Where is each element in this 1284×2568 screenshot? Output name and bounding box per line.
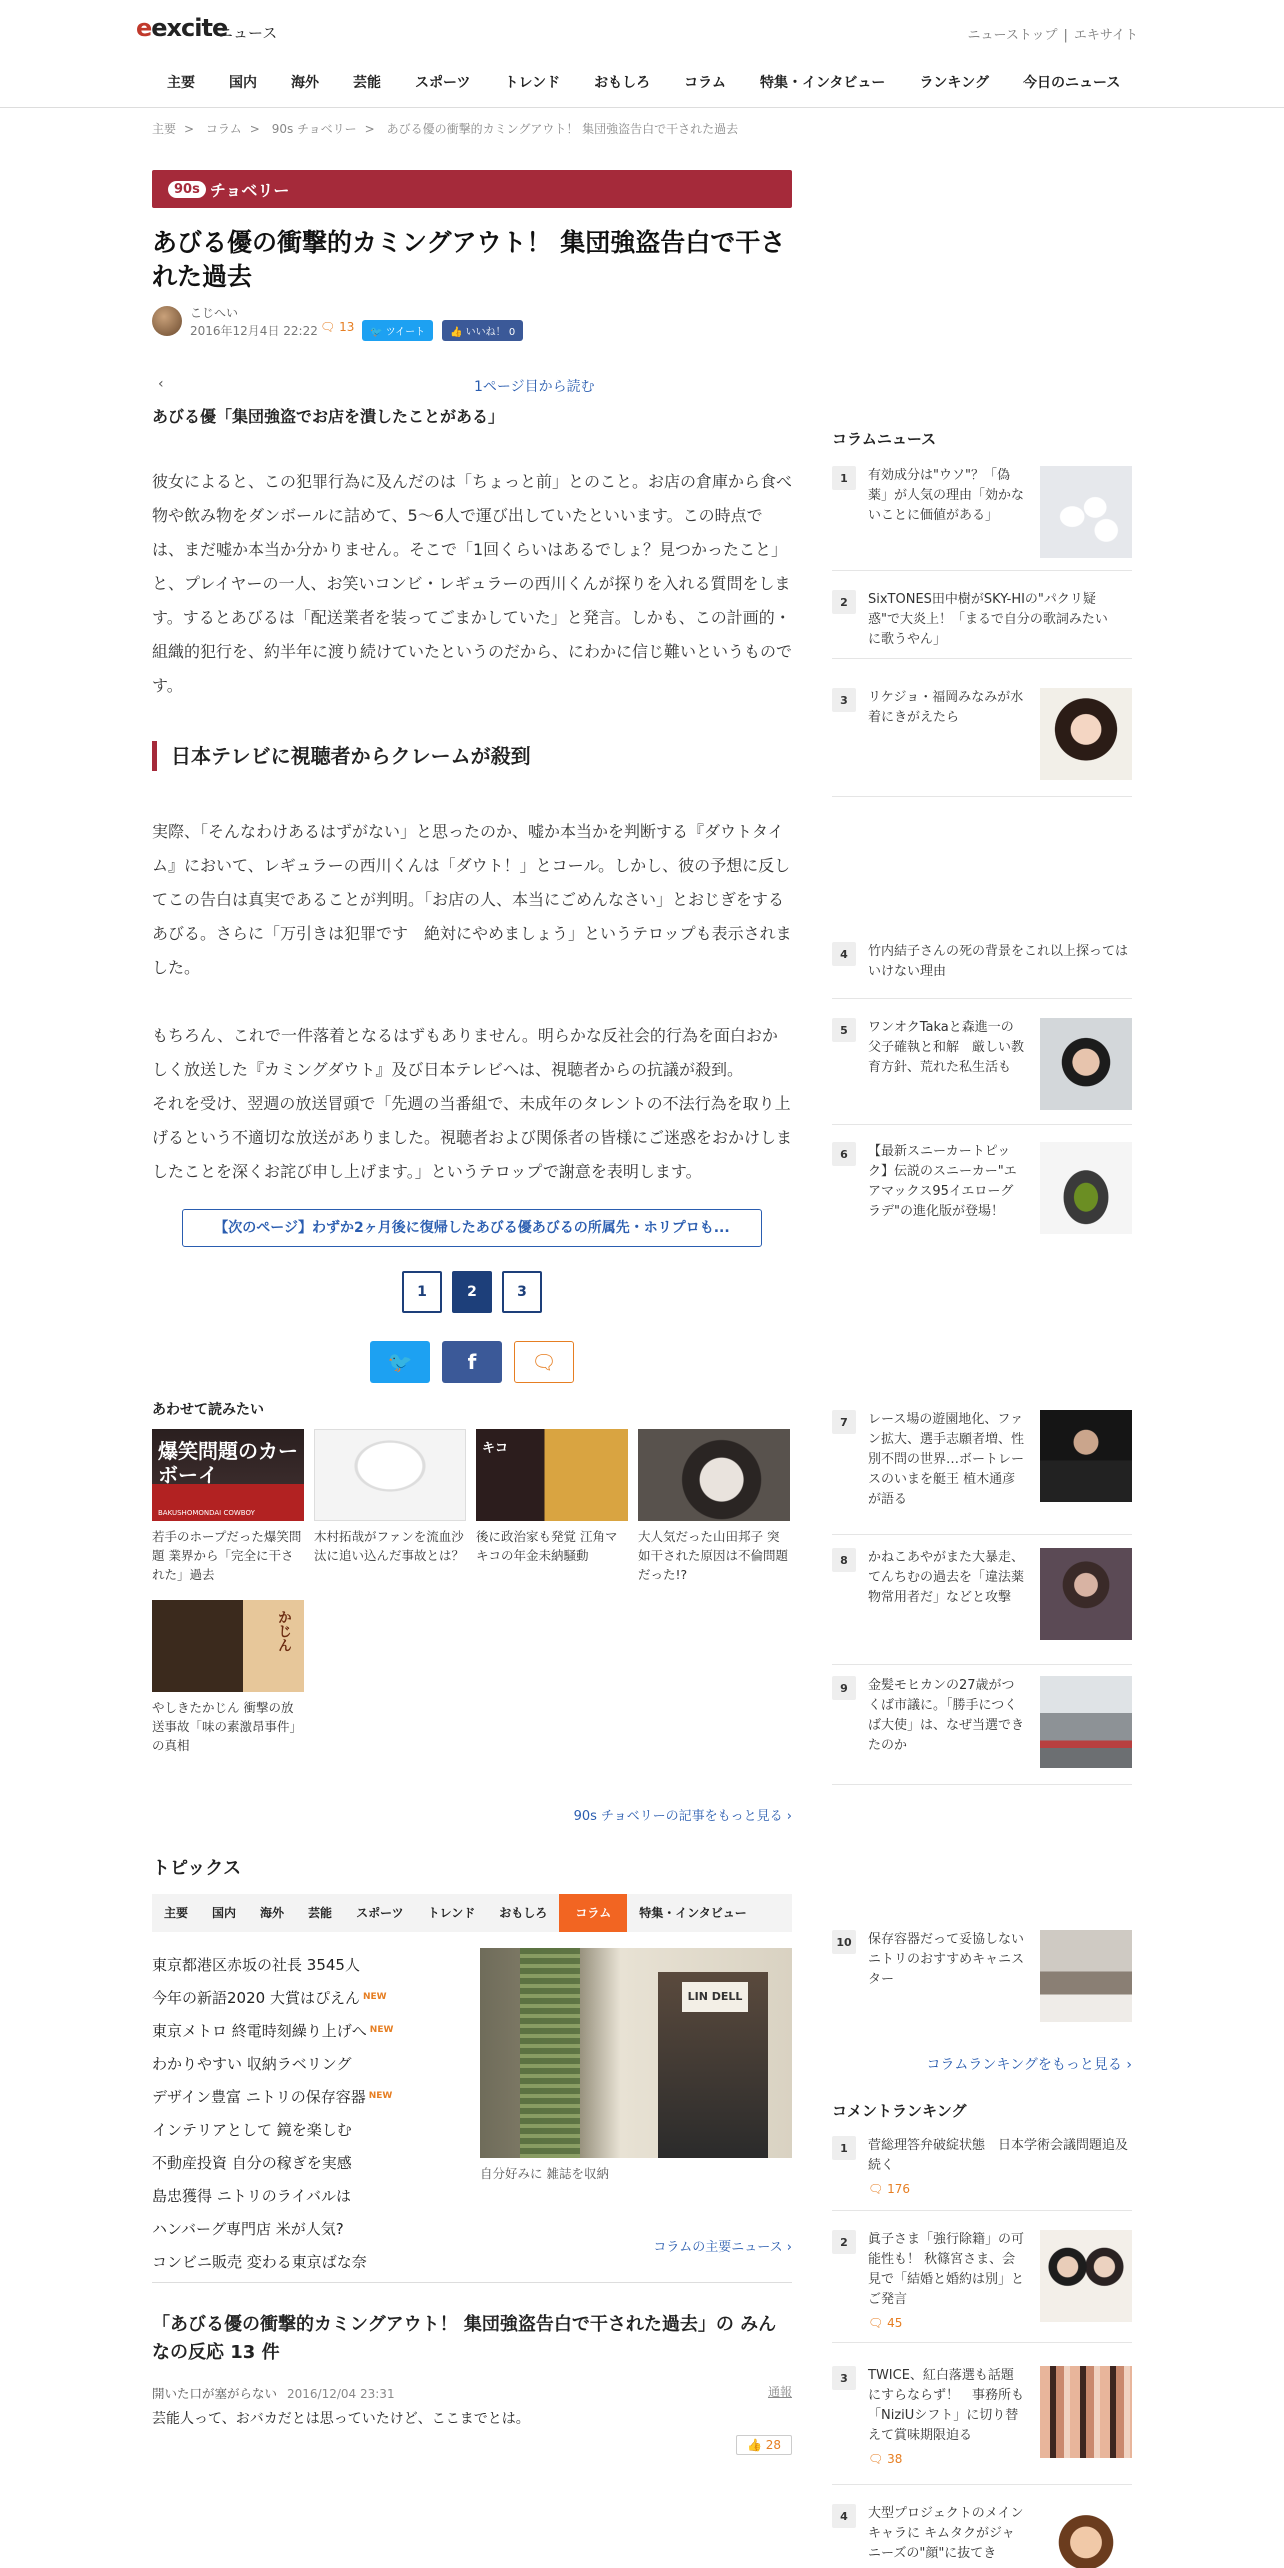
main-column xyxy=(152,170,793,2452)
like-button[interactable] xyxy=(442,320,523,341)
article-meta xyxy=(152,306,792,340)
first-page-nav xyxy=(152,376,792,396)
related-thumb-text: 爆笑問題のカーボーイ xyxy=(158,1438,298,1487)
breadcrumb-link[interactable]: コラム xyxy=(205,122,242,136)
thumbs-up-icon: 👍 xyxy=(746,2437,762,2452)
comment-ranking-title: 菅総理答弁破綻状態 日本学術会議問題追及続く xyxy=(868,2138,1129,2173)
next-page-link[interactable]: 【次のページ】わずか2ヶ月後に復帰したあびる優あびるの所属先・ホリプロも... xyxy=(182,1209,762,1247)
topic-text: 今年の新語2020 大賞はぴえん xyxy=(152,1988,360,2007)
comment-user: 開いた口が塞がらない xyxy=(152,2385,278,2401)
nav-item[interactable]: スポーツ xyxy=(415,75,471,91)
report-link[interactable]: 通報 xyxy=(767,2384,792,2399)
divider xyxy=(832,1124,1132,1125)
excite-logo[interactable]: eexcite xyxy=(136,14,228,42)
topic-list xyxy=(152,1948,452,2278)
related-thumb xyxy=(152,1429,304,1521)
topic-text: インテリアとして 鏡を楽しむ xyxy=(152,2120,352,2139)
group-thumb xyxy=(1040,2366,1132,2458)
good-count: 28 xyxy=(765,2437,781,2452)
related-item[interactable] xyxy=(152,1429,304,1584)
column-news-title: 【最新スニーカートピック】伝説のスニーカー"エアマックス95イエローグラデ"の進化版が登場！ xyxy=(868,1144,1017,1219)
more-series-label: 90s チョベリーの記事をもっと見る xyxy=(573,1808,783,1824)
topic-photo-caption[interactable]: 自分好みに 雑誌を収納 xyxy=(480,2165,609,2181)
comment-count[interactable] xyxy=(320,320,354,334)
rank-number: 8 xyxy=(832,1548,856,1572)
column-news-title: リケジョ・福岡みなみが水着にきがえたら xyxy=(868,690,1024,725)
rank-number: 1 xyxy=(832,466,856,490)
sneaker-thumb xyxy=(1040,1142,1132,1234)
related-item[interactable] xyxy=(152,1600,304,1755)
related-thumb xyxy=(638,1429,790,1521)
topics-tab[interactable]: 主要 xyxy=(164,1905,189,1920)
article-paragraph: 彼女によると、この犯罪行為に及んだのは「ちょっと前」とのこと。お店の倉庫から食べ物や飲み物をダンボールに詰めて、5～6人で運び出していたといいます。この時点では、まだ嘘か本当か分かりません。そこで「1回くらいはあるでしょ？見つかったこと」と、プレイヤーの一人、お笑いコンビ・レギュラーの西川くんが探りを入れる質問をします。するとあびるは「配送業者を装ってごまかしていた」と発言。しかも、この計画的・組織的犯行を、約半年に渡り続けていたというのだから、にわかに信じ難いというものです。 xyxy=(152,471,793,695)
like-label: いいね！ 0 xyxy=(465,326,516,338)
top-links: ニューストップ | エキサイト xyxy=(967,28,1138,43)
pagination xyxy=(152,1271,792,1313)
plant-graphic xyxy=(520,1948,580,2158)
breadcrumb-current: あびる優の衝撃的カミングアウト！ 集団強盗告白で干された過去 xyxy=(386,122,739,136)
topic-item[interactable] xyxy=(152,1981,452,2014)
logo-subtitle: ニュース xyxy=(218,24,278,42)
topic-item[interactable] xyxy=(152,1948,452,1981)
magazine-cover-text: LIN DELL xyxy=(682,1982,748,2012)
first-page-link[interactable]: 1ページ目から読む xyxy=(474,378,595,395)
divider xyxy=(832,1534,1132,1535)
breadcrumb-link[interactable]: 主要 xyxy=(152,122,177,136)
canister-thumb xyxy=(1040,1930,1132,2022)
divider xyxy=(832,2210,1132,2211)
new-badge: NEW xyxy=(368,2090,393,2101)
divider xyxy=(832,1784,1132,1785)
divider xyxy=(832,2342,1132,2343)
nav-item[interactable]: 芸能 xyxy=(353,75,381,91)
column-more-label: コラムランキングをもっと見る xyxy=(926,2057,1122,2073)
global-nav xyxy=(150,72,1137,92)
nav-item[interactable]: 主要 xyxy=(167,75,195,91)
street-thumb xyxy=(1040,1676,1132,1768)
comment-count xyxy=(868,2316,902,2330)
comment-count-value: 45 xyxy=(887,2316,903,2330)
topics-more-label: コラムの主要ニュース xyxy=(653,2239,783,2255)
rank-number: 10 xyxy=(832,1930,856,1954)
topic-item[interactable] xyxy=(152,2014,452,2047)
topics-tab[interactable]: 特集・インタビュー xyxy=(639,1905,747,1920)
topic-item[interactable] xyxy=(152,2245,452,2278)
column-ranking-more-link[interactable] xyxy=(926,2054,1132,2074)
news-top-link[interactable]: ニューストップ xyxy=(967,28,1058,43)
twitter-icon: 🐦 xyxy=(370,326,383,338)
column-news-heading: コラムニュース xyxy=(832,430,937,448)
divider xyxy=(832,998,1132,999)
couple-thumb xyxy=(1040,2230,1132,2322)
related-title: 大人気だった山田邦子 突如干された原因は不倫問題だった!? xyxy=(638,1528,789,1582)
related-list xyxy=(152,1429,796,1755)
chevron-left-icon[interactable]: ‹ xyxy=(158,375,164,392)
topics-tabs xyxy=(152,1894,792,1932)
comment-icon: 🗨 xyxy=(868,2452,884,2466)
topic-item[interactable] xyxy=(152,2080,452,2113)
more-series-link[interactable] xyxy=(152,1805,792,1824)
article-paragraph: 実際、「そんなわけあるはずがない」と思ったのか、嘘か本当かを判断する『ダウトタイム』において、レギュラーの西川くんは「ダウト！」とコール。しかし、彼の予想に反してこの告白は真実であることが判明。「お店の人、本当にごめんなさい」とおじぎをするあびる。さらに「万引きは犯罪です 絶対にやめましょう」というテロップも表示されました。 xyxy=(152,821,792,977)
related-title: 後に政治家も発覚 江角マキコの年金未納騒動 xyxy=(476,1528,618,1563)
topics-tab-active[interactable]: コラム xyxy=(559,1894,627,1932)
nav-item[interactable]: 海外 xyxy=(291,75,319,91)
nav-item[interactable]: おもしろ xyxy=(594,75,651,91)
nav-item[interactable]: コラム xyxy=(684,75,726,91)
nav-item[interactable]: 国内 xyxy=(229,75,257,91)
page-link-1[interactable]: 1 xyxy=(402,1271,442,1313)
divider xyxy=(832,2484,1132,2485)
topic-text: ハンバーグ専門店 米が人気? xyxy=(152,2219,344,2238)
rank-number: 1 xyxy=(832,2136,856,2160)
related-heading: あわせて読みたい xyxy=(152,1401,264,1418)
column-news-title: ワンオクTakaと森進一の父子確執と和解 厳しい教育方針、荒れた私生活も xyxy=(868,1020,1025,1075)
column-news-title: レース場の遊園地化、ファン拡大、選手志願者増、性別不問の世界…ボートレースのいまを艇王 植木通彦 が語る xyxy=(868,1412,1025,1507)
rank-number: 4 xyxy=(832,942,856,966)
topic-text: デザイン豊富 ニトリの保存容器 xyxy=(152,2087,366,2106)
comment-icon: 🗨 xyxy=(868,2316,884,2330)
divider xyxy=(832,658,1132,659)
rank-number: 3 xyxy=(832,2366,856,2390)
comment-ranking-title: TWICE、紅白落選も話題にすらならず！ 事務所も「NiziUシフト」に切り替えて賞味期限迫る xyxy=(868,2368,1025,2443)
divider xyxy=(832,570,1132,571)
related-item[interactable] xyxy=(476,1429,628,1584)
tweet-label: ツイート xyxy=(385,326,426,338)
man-thumb xyxy=(1040,1018,1132,1110)
rank-number: 6 xyxy=(832,1142,856,1166)
column-news-title: かねこあやがまた大暴走、てんちむの過去を「違法薬物常用者だ」などと攻撃 xyxy=(868,1550,1025,1605)
topic-text: 東京都港区赤坂の社長 3545人 xyxy=(152,1955,360,1974)
comment-body: 芸能人って、おバカだとは思っていたけど、ここまでとは。 xyxy=(152,2410,530,2427)
article-heading: 日本テレビに視聴者からクレームが殺到 xyxy=(152,741,792,771)
comment-count-value: 38 xyxy=(887,2452,903,2466)
column-news-title: 金髪モヒカンの27歳がつくば市議に。「勝手につくば大使」は、なぜ当選できたのか xyxy=(868,1678,1025,1753)
related-title: 木村拓哉がファンを流血沙汰に追い込んだ事故とは？ xyxy=(314,1528,465,1563)
comment-time: 2016/12/04 23:31 xyxy=(287,2386,395,2401)
series-badge: 90s xyxy=(168,181,206,198)
related-title: 若手のホープだった爆笑問題 業界から「完全に干された」過去 xyxy=(152,1528,302,1582)
page-link-2[interactable]: 2 xyxy=(452,1271,492,1313)
page-link-3[interactable]: 3 xyxy=(502,1271,542,1313)
chevron-right-icon: › xyxy=(1126,2057,1132,2073)
nav-item[interactable]: トレンド xyxy=(504,75,561,91)
article-paragraph: それを受け、翌週の放送冒頭で「先週の当番組で、未成年のタレントの不法行為を取り上げるという不適切な放送がありました。視聴者および関係者の皆様にご迷惑をおかけしましたことを深くお詫び申し上げます。」というテロップで謝意を表明します。 xyxy=(152,1093,793,1181)
topic-item[interactable] xyxy=(152,2179,452,2212)
rank-number: 2 xyxy=(832,2230,856,2254)
comment-ranking-title: 大型プロジェクトのメインキャラに キムタクがジャニーズの"顔"に抜てき xyxy=(868,2506,1024,2561)
series-name: チョベリー xyxy=(209,180,290,200)
comment-share-icon[interactable]: 🗨 xyxy=(514,1341,574,1383)
thumbs-up-icon: 👍 xyxy=(450,326,463,338)
topic-item[interactable] xyxy=(152,2212,452,2245)
share-bar xyxy=(152,1341,792,1383)
breadcrumb-link[interactable]: 90s チョベリー xyxy=(271,122,357,136)
topic-text: わかりやすい 収納ラベリング xyxy=(152,2054,352,2073)
nav-item[interactable]: 特集・インタビュー xyxy=(759,75,886,91)
nav-item[interactable]: ランキング xyxy=(919,75,990,91)
comment-icon: 🗨 xyxy=(868,2182,884,2196)
related-thumb-text: かじん xyxy=(276,1609,292,1652)
article-lead: あびる優「集団強盗でお店を潰したことがある」 xyxy=(152,406,505,426)
comment-count xyxy=(868,2182,910,2196)
comment-ranking-title: 眞子さま「強行除籍」の可能性も！ 秋篠宮さま、会見で「結婚と婚約は別」とご発言 xyxy=(868,2232,1025,2307)
topic-text: 島忠獲得 ニトリのライバルは xyxy=(152,2186,352,2205)
woman-thumb xyxy=(1040,688,1132,780)
comment-item xyxy=(152,2383,792,2452)
related-item[interactable] xyxy=(314,1429,466,1584)
related-title: やしきたかじん 衝撃の放送事故「味の素激昂事件」の真相 xyxy=(152,1699,303,1753)
topics-tab[interactable]: 海外 xyxy=(260,1905,285,1920)
column-news-title: 竹内結子さんの死の背景をこれ以上探ってはいけない理由 xyxy=(868,944,1129,979)
comment-icon: 🗨 xyxy=(320,319,336,334)
facebook-share-icon[interactable]: f xyxy=(442,1341,502,1383)
comment-count-value: 13 xyxy=(339,319,355,334)
topics-tab[interactable]: スポーツ xyxy=(356,1905,404,1920)
comments-heading: 「あびる優の衝撃的カミングアウト！ 集団強盗告白で干された過去」の みんなの反応 13 件 xyxy=(152,2282,792,2367)
new-badge: NEW xyxy=(369,2024,394,2035)
comment-count xyxy=(868,2452,902,2466)
topic-item[interactable] xyxy=(152,2047,452,2080)
topic-text: コンビニ販売 変わる東京ばな奈 xyxy=(152,2252,367,2271)
comment-count-value: 176 xyxy=(887,2182,910,2196)
column-news-title: SixTONES田中樹がSKY-HIの"パクリ疑惑"で大炎上！「まるで自分の歌詞みたいに歌うやん」 xyxy=(868,592,1108,647)
comment-ranking-heading: コメントランキング xyxy=(832,2102,967,2120)
rank-number: 2 xyxy=(832,590,856,614)
caricature-thumb xyxy=(1040,2504,1132,2568)
rank-number: 9 xyxy=(832,1676,856,1700)
good-button[interactable] xyxy=(736,2435,792,2455)
related-item[interactable] xyxy=(638,1429,790,1584)
column-news-title: 有効成分は"ウソ"？「偽薬」が人気の理由「効かないことに価値がある」 xyxy=(868,468,1025,523)
series-banner[interactable] xyxy=(152,170,792,208)
related-thumb xyxy=(152,1600,304,1692)
excite-link[interactable]: エキサイト xyxy=(1073,28,1138,43)
related-thumb-text: キコ xyxy=(482,1440,509,1456)
divider xyxy=(832,796,1132,797)
pills-thumb xyxy=(1040,466,1132,558)
related-thumb xyxy=(314,1429,466,1521)
topics-more-link[interactable] xyxy=(653,2236,792,2255)
related-thumb-sub: BAKUSHOMONDAI COWBOY xyxy=(158,1508,255,1517)
divider xyxy=(832,1664,1132,1665)
chevron-right-icon: › xyxy=(786,1808,792,1824)
column-news-title: 保存容器だって妥協しないニトリのおすすめキャニスター xyxy=(868,1932,1025,1987)
article-title: あびる優の衝撃的カミングアウト！ 集団強盗告白で干された過去 xyxy=(152,228,786,291)
rank-number: 5 xyxy=(832,1018,856,1042)
tweet-button[interactable] xyxy=(362,320,433,341)
author-name[interactable]: こじへい xyxy=(190,305,239,320)
logo-text: excite xyxy=(151,14,228,42)
topics-tab[interactable]: 国内 xyxy=(212,1905,237,1920)
new-badge: NEW xyxy=(362,1991,387,2002)
woman-video-thumb xyxy=(1040,1548,1132,1640)
chevron-right-icon: › xyxy=(786,2239,792,2255)
topic-item[interactable] xyxy=(152,2146,452,2179)
topics-tab[interactable]: トレンド xyxy=(427,1905,476,1920)
breadcrumb: 主要 > コラム > 90s チョベリー > あびる優の衝撃的カミングアウト！ 集団強盗告白で干された過去 xyxy=(152,122,739,136)
rank-number: 4 xyxy=(832,2504,856,2528)
article-paragraph: もちろん、これで一件落着となるはずもありません。明らかな反社会的行為を面白おかしく放送した『カミングダウト』及び日本テレビへは、視聴者からの抗議が殺到。 xyxy=(152,1025,778,1079)
topics-tab[interactable]: おもしろ xyxy=(499,1905,548,1920)
topic-text: 不動産投資 自分の稼ぎを実感 xyxy=(152,2153,352,2172)
related-thumb xyxy=(476,1429,628,1521)
article-date: 2016年12月4日 22:22 xyxy=(190,323,318,338)
topics-heading: トピックス xyxy=(152,1857,242,1879)
topics-tab[interactable]: 芸能 xyxy=(308,1905,333,1920)
topic-text: 東京メトロ 終電時刻繰り上げへ xyxy=(152,2021,367,2040)
author-avatar[interactable] xyxy=(152,306,182,336)
twitter-share-icon[interactable]: 🐦 xyxy=(370,1341,430,1383)
topic-photo[interactable] xyxy=(480,1948,792,2158)
man-suit-thumb xyxy=(1040,1410,1132,1502)
nav-item[interactable]: 今日のニュース xyxy=(1023,75,1121,91)
rank-number: 7 xyxy=(832,1410,856,1434)
topics-panel xyxy=(152,1948,792,2271)
rank-number: 3 xyxy=(832,688,856,712)
topic-item[interactable] xyxy=(152,2113,452,2146)
site-header xyxy=(0,0,1284,108)
